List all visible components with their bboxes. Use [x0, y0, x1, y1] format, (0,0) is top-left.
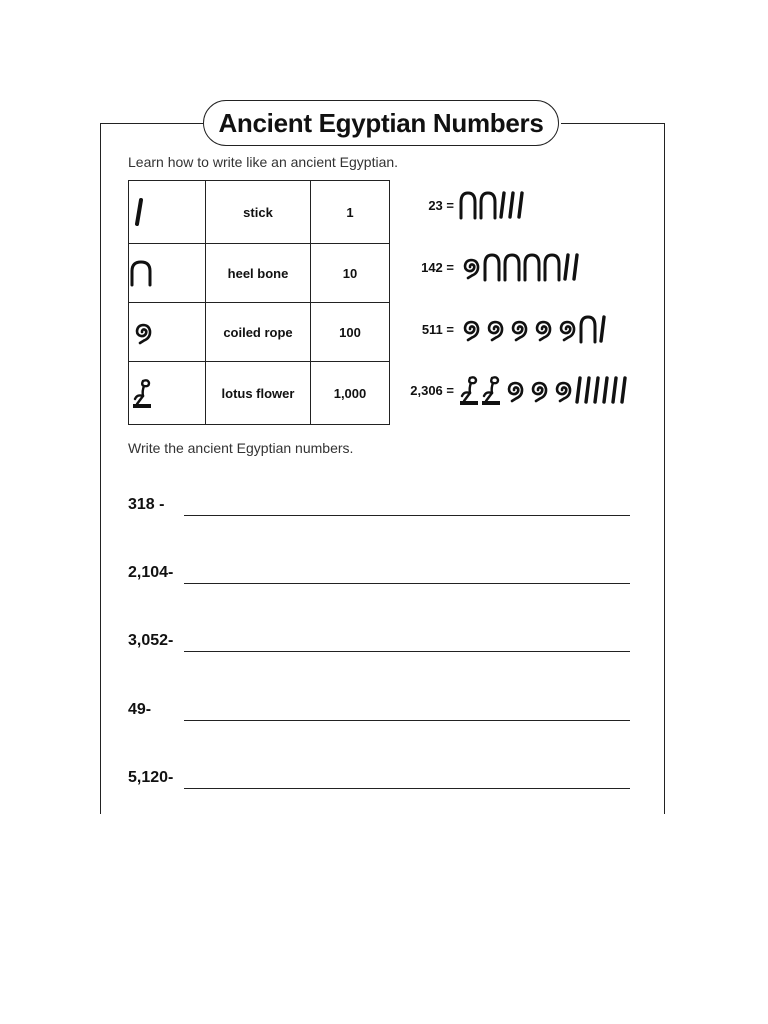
coiled-rope-icon-cell	[129, 303, 206, 362]
stick-icon	[592, 375, 601, 405]
exercise-number: 2,104-	[128, 564, 174, 581]
example-glyphs	[458, 190, 525, 220]
coiled-rope-icon	[129, 319, 155, 345]
example-label: 511 =	[421, 321, 454, 337]
stick-icon	[610, 375, 619, 405]
key-row-stick	[129, 181, 390, 244]
instructions-text: Write the ancient Egyptian numbers.	[128, 440, 354, 456]
answer-line[interactable]	[184, 788, 630, 789]
coiled-rope-icon	[458, 254, 482, 280]
coiled-rope-icon	[550, 377, 574, 403]
heel-bone-icon	[129, 259, 153, 287]
frame-right	[664, 123, 665, 814]
stick-icon	[619, 375, 628, 405]
example-glyphs	[458, 314, 607, 344]
stick-icon	[562, 252, 571, 282]
lotus-flower-icon	[129, 377, 155, 409]
example-glyphs	[458, 374, 628, 406]
exercise-row	[128, 564, 630, 588]
lotus-flower-icon-cell	[129, 362, 206, 425]
stick-icon	[583, 375, 592, 405]
example-row	[400, 252, 580, 282]
exercise-number: 49-	[128, 701, 152, 718]
key-name: coiled rope	[206, 303, 311, 362]
key-value: 10	[311, 244, 390, 303]
heel-bone-icon	[502, 252, 522, 282]
stick-icon	[598, 314, 607, 344]
coiled-rope-icon	[506, 316, 530, 342]
example-label: 23 =	[428, 197, 454, 213]
heel-bone-icon	[522, 252, 542, 282]
frame-top-right	[561, 123, 665, 124]
heel-bone-icon	[458, 190, 478, 220]
key-name: stick	[206, 181, 311, 244]
stick-icon-cell	[129, 181, 206, 244]
exercise-row	[128, 496, 630, 520]
heel-bone-icon-cell	[129, 244, 206, 303]
example-label: 2,306 =	[410, 382, 454, 398]
coiled-rope-icon	[554, 316, 578, 342]
exercise-number: 3,052-	[128, 632, 174, 649]
key-row-coiled-rope	[129, 303, 390, 362]
coiled-rope-icon	[502, 377, 526, 403]
heel-bone-icon	[578, 314, 598, 344]
key-value: 1	[311, 181, 390, 244]
coiled-rope-icon	[482, 316, 506, 342]
example-glyphs	[458, 252, 580, 282]
coiled-rope-icon	[458, 316, 482, 342]
heel-bone-icon	[482, 252, 502, 282]
stick-icon	[516, 190, 525, 220]
key-row-heel-bone	[129, 244, 390, 303]
stick-icon	[498, 190, 507, 220]
exercise-row	[128, 632, 630, 656]
page-title: Ancient Egyptian Numbers	[203, 100, 559, 146]
answer-line[interactable]	[184, 583, 630, 584]
frame-left	[100, 123, 101, 814]
exercise-row	[128, 701, 630, 725]
key-row-lotus-flower	[129, 362, 390, 425]
coiled-rope-icon	[530, 316, 554, 342]
stick-icon	[601, 375, 610, 405]
example-row	[400, 314, 607, 344]
exercise-number: 318 -	[128, 496, 165, 513]
intro-text: Learn how to write like an ancient Egyptian.	[128, 154, 399, 170]
example-label: 142 =	[421, 259, 454, 275]
example-row	[400, 374, 628, 406]
lotus-flower-icon	[458, 374, 480, 406]
stick-icon	[507, 190, 516, 220]
key-value: 100	[311, 303, 390, 362]
answer-line[interactable]	[184, 720, 630, 721]
frame-top-left	[100, 123, 204, 124]
exercise-number: 5,120-	[128, 769, 174, 786]
numeral-key-table	[128, 180, 390, 425]
stick-icon	[129, 197, 149, 227]
example-row	[400, 190, 525, 220]
answer-line[interactable]	[184, 651, 630, 652]
heel-bone-icon	[478, 190, 498, 220]
coiled-rope-icon	[526, 377, 550, 403]
stick-icon	[571, 252, 580, 282]
lotus-flower-icon	[480, 374, 502, 406]
answer-line[interactable]	[184, 515, 630, 516]
heel-bone-icon	[542, 252, 562, 282]
stick-icon	[574, 375, 583, 405]
key-value: 1,000	[311, 362, 390, 425]
exercise-row	[128, 769, 630, 793]
key-name: heel bone	[206, 244, 311, 303]
key-name: lotus flower	[206, 362, 311, 425]
